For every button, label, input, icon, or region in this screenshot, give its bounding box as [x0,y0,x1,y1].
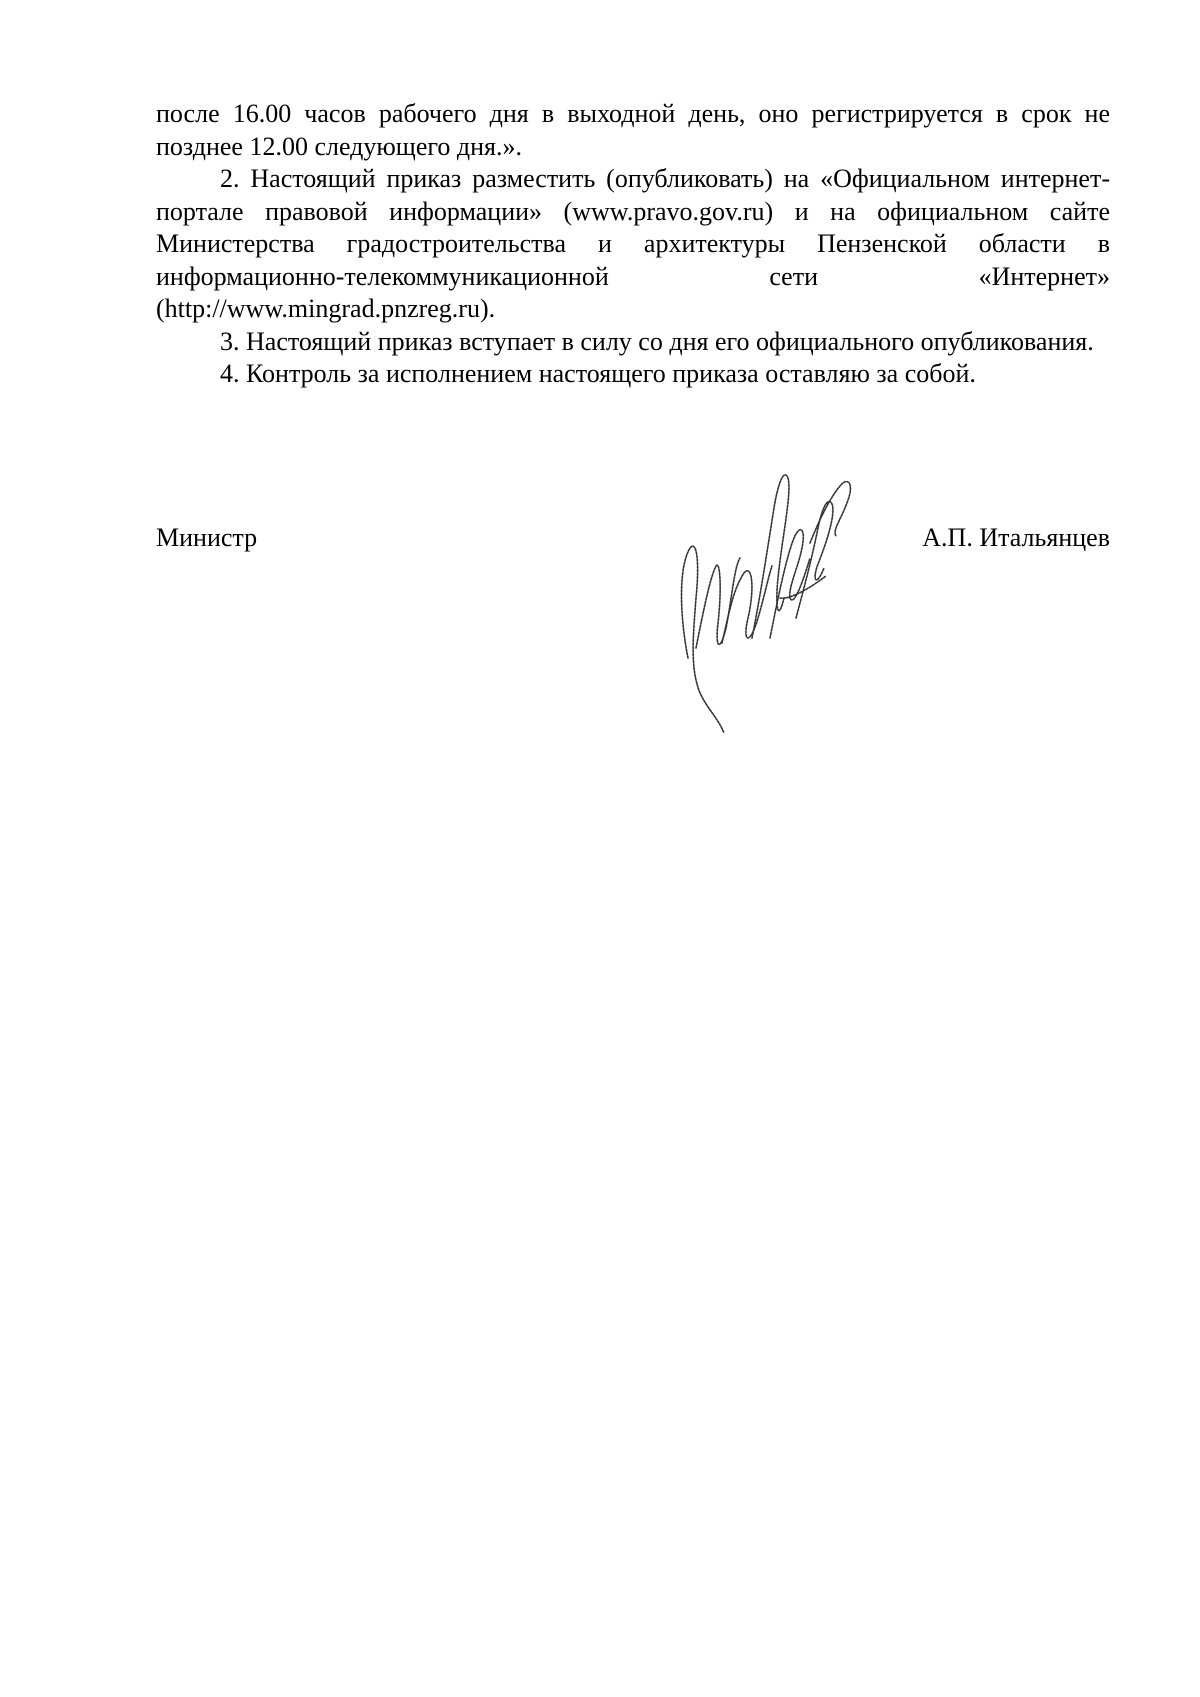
signatory-name: А.П. Итальянцев [922,523,1110,552]
handwritten-signature [660,448,860,748]
paragraph-2-publication: 2. Настоящий приказ разместить (опубликовать) на «Официальном интернет-портале правовой информации» (www.pravo.gov.ru) и на официальном сайте Министерства градостроительства и архитектуры Пензенской области в информационно-телекоммуникационной сети «Интернет» (http://www.mingrad.pnzreg.ru). [156,164,1110,323]
paragraph-4-control: 4. Контроль за исполнением настоящего приказа оставляю за собой. [220,359,976,388]
document-body [156,98,1110,391]
paragraph-continuation: после 16.00 часов рабочего дня в выходной день, оно регистрируется в срок не позднее 12.00 следующего дня.». [156,99,1110,161]
signatory-position: Министр [156,523,258,552]
paragraph-3-effective-date: 3. Настоящий приказ вступает в силу со дня его официального опубликования. [220,326,1094,356]
signature-block [156,522,1110,562]
